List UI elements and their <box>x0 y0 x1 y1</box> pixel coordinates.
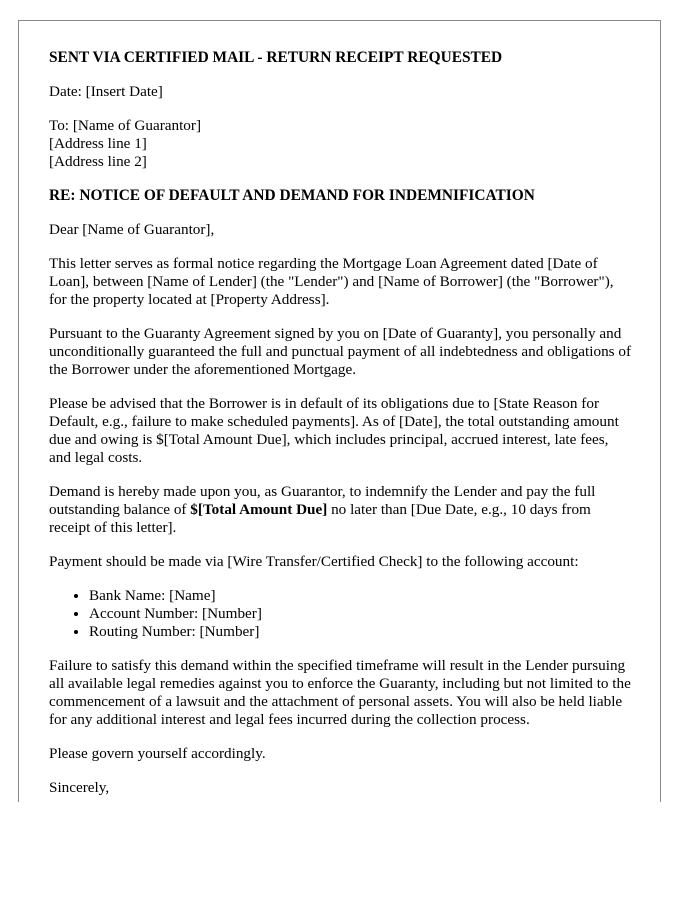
paragraph-default: Please be advised that the Borrower is in default of its obligations due to [State Reason for Default, e.g., failure to make scheduled payments]. As of [Date], the total outstanding amount due and owing is $[Total Amount Due], which includes principal, accrued interest, late fees, and legal costs. <box>49 395 619 466</box>
letter-content <box>19 21 660 797</box>
paragraph-demand <box>49 483 632 537</box>
account-number-item: • Account Number: [Number] <box>89 605 632 623</box>
paragraph-guaranty: Pursuant to the Guaranty Agreement signed by you on [Date of Guaranty], you personally and unconditionally guaranteed the full and punctual payment of all indebtedness and obligations of the Borrower under the aforementioned Mortgage. <box>49 325 632 378</box>
paragraph-loan-notice: This letter serves as formal notice regarding the Mortgage Loan Agreement dated [Date of Loan], between [Name of Lender] (the "Lender") and [Name of Borrower] (the "Borrower"), for the property located at [Property Address]. <box>49 255 614 308</box>
recipient-address-line-2: [Address line 2] <box>49 153 147 170</box>
date-line: Date: [Insert Date] <box>49 83 163 100</box>
recipient-address-line-1: [Address line 1] <box>49 135 147 152</box>
letter-page <box>18 20 661 802</box>
routing-number-item: • Routing Number: [Number] <box>89 623 632 641</box>
paragraph-consequences: Failure to satisfy this demand within the specified timeframe will result in the Lender pursuing all available legal remedies against you to enforce the Guaranty, including but not limited to the commencement of a lawsuit and the attachment of personal assets. You will also be held liable for any additional interest and legal fees incurred during the collection process. <box>49 657 631 728</box>
bank-name-item: • Bank Name: [Name] <box>89 587 632 605</box>
demand-amount: $[Total Amount Due] <box>190 501 328 518</box>
paragraph-demand-after: no later than [Due Date, e.g., 10 days from receipt of this letter]. <box>49 501 591 536</box>
closing-remark: Please govern yourself accordingly. <box>49 745 266 762</box>
payment-intro: Payment should be made via [Wire Transfer/Certified Check] to the following account: <box>49 553 579 570</box>
recipient-address-block <box>49 117 632 171</box>
paragraph-demand-before: Demand is hereby made upon you, as Guarantor, to indemnify the Lender and pay the full outstanding balance of <box>49 483 596 518</box>
sign-off: Sincerely, <box>49 779 110 796</box>
subject-line: RE: NOTICE OF DEFAULT AND DEMAND FOR INDEMNIFICATION <box>49 187 535 204</box>
delivery-notice: SENT VIA CERTIFIED MAIL - RETURN RECEIPT REQUESTED <box>49 49 503 66</box>
recipient-to-line: To: [Name of Guarantor] <box>49 117 202 134</box>
salutation: Dear [Name of Guarantor], <box>49 221 215 238</box>
bank-details-list <box>49 587 632 641</box>
